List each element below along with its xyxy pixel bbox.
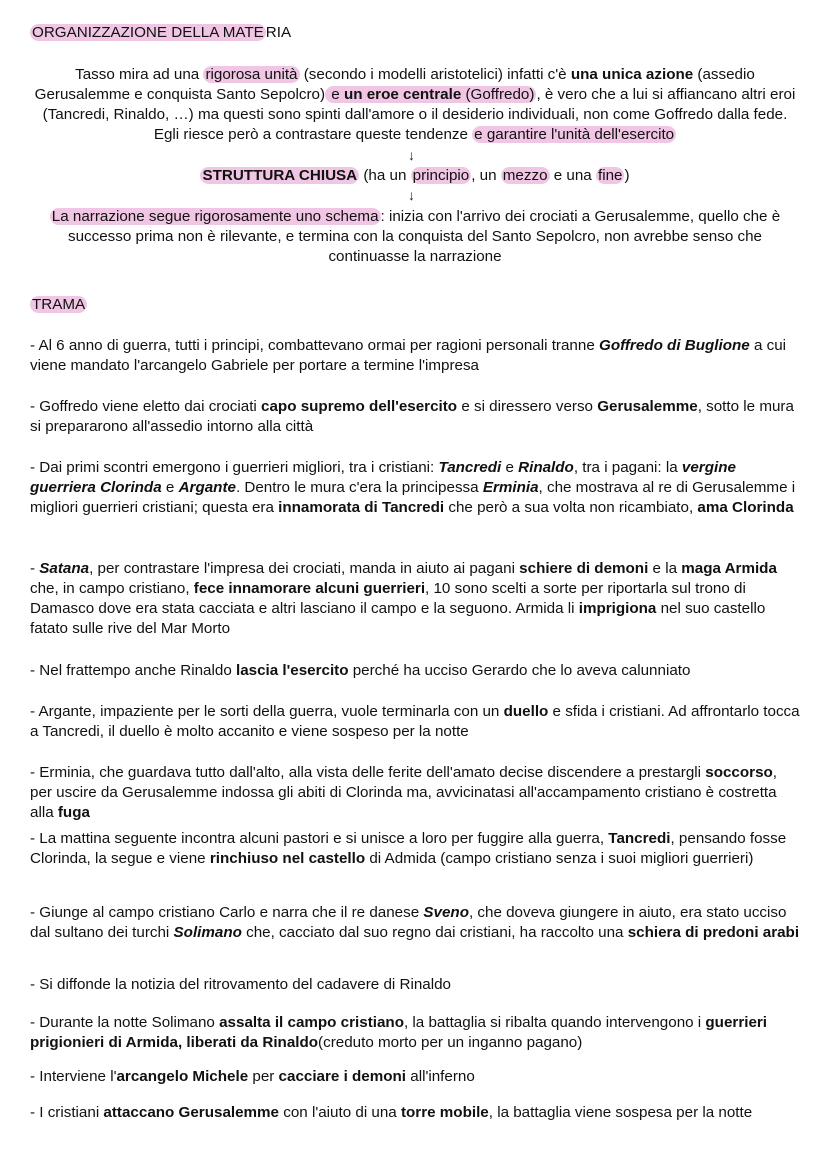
down-arrow-icon: ↓ — [408, 147, 415, 163]
intro-paragraph: Tasso mira ad una rigorosa unità (secondo i modelli aristotelici) infatti c'è una unica azione (assedio Gerusalemme e conquista Santo Sepolcro) e un eroe centrale (Goffredo) , è vero che a lui si affiancano altri eroi (Tancredi, Rinaldo, …) ma questi sono spinti dall'amore o il desiderio individuali, non come Goffredo dalla fede. Egli riesce però a contrastare queste tendenze e garantire l'unità dell'esercito — [34, 66, 796, 143]
plot-item: - Satana, per contrastare l'impresa dei crociati, manda in aiuto ai pagani schiere di demoni e la maga Armida che, in campo cristiano, fece innamorare alcuni guerrieri, 10 sono scelti a sorte per riportarla sul trono di Damasco dove era stata cacciata e altri lasciano il campo e la seguono. Armida li imprigiona nel suo castello fatato sulle rive del Mar Morto — [30, 560, 777, 637]
plot-item: - Al 6 anno di guerra, tutti i principi, combattevano ormai per ragioni personali tranne Goffredo di Buglione a cui viene mandato l'arcangelo Gabriele per portare a termine l'impresa — [30, 337, 787, 374]
plot-item: - Giunge al campo cristiano Carlo e narra che il re danese Sveno, che doveva giungere in aiuto, era stato ucciso dal sultano dei turchi Solimano che, cacciato dal suo regno dai cristiani, ha raccolto una schiera di predoni arabi — [30, 904, 800, 941]
plot-item: - Argante, impaziente per le sorti della guerra, vuole terminarla con un duello e sfida i cristiani. Ad affrontarlo tocca a Tancredi, il duello è molto accanito e viene sospeso per la notte — [30, 703, 800, 740]
plot-item: - Erminia, che guardava tutto dall'alto, alla vista delle ferite dell'amato decise discendere a prestargli soccorso, per uscire da Gerusalemme indossa gli abiti di Clorinda ma, avvicinatasi all'accampamento cristiano è costretta alla fuga — [30, 764, 778, 821]
plot-item: - I cristiani attaccano Gerusalemme con l'aiuto di una torre mobile, la battaglia viene sospesa per la notte — [30, 1104, 753, 1121]
down-arrow-icon: ↓ — [408, 187, 415, 203]
structure-line: STRUTTURA CHIUSA (ha un principio , un mezzo e una fine ) — [202, 167, 630, 184]
plot-item: - Dai primi scontri emergono i guerrieri migliori, tra i cristiani: Tancredi e Rinaldo, tra i pagani: la vergine guerriera Clorinda e Argante. Dentro le mura c'era la principessa Erminia, che mostrava al re di Gerusalemme i migliori guerrieri cristiani; questa era innamorata di Tancredi che però a sua volta non ricambiato, ama Clorinda — [30, 459, 796, 516]
plot-item: - La mattina seguente incontra alcuni pastori e si unisce a loro per fuggire alla guerra, Tancredi, pensando fosse Clorinda, la segue e viene rinchiuso nel castello di Admida (campo cristiano senza i suoi migliori guerrieri) — [30, 830, 787, 867]
plot-item: - Durante la notte Solimano assalta il campo cristiano, la battaglia si ribalta quando intervengono i guerrieri prigionieri di Armida, liberati da Rinaldo(creduto morto per un inganno pagano) — [30, 1014, 768, 1051]
plot-item: - Nel frattempo anche Rinaldo lascia l'esercito perché ha ucciso Gerardo che lo aveva calunniato — [30, 662, 691, 679]
plot-item: - Si diffonde la notizia del ritrovamento del cadavere di Rinaldo — [30, 976, 451, 993]
plot-item: - Interviene l'arcangelo Michele per cacciare i demoni all'inferno — [30, 1068, 475, 1085]
narration-paragraph: La narrazione segue rigorosamente uno schema : inizia con l'arrivo dei crociati a Gerusalemme, quello che è successo prima non è rilevante, e termina con la conquista del Santo Sepolcro, non avrebbe senso che continuasse la narrazione — [51, 208, 781, 265]
section-heading-organizzazione: ORGANIZZAZIONE DELLA MATE RIA — [32, 24, 292, 41]
plot-item: - Goffredo viene eletto dai crociati capo supremo dell'esercito e si diressero verso Gerusalemme, sotto le mura si prepararono all'assedio intorno alla città — [30, 398, 794, 435]
section-heading-trama: TRAMA — [32, 296, 86, 313]
